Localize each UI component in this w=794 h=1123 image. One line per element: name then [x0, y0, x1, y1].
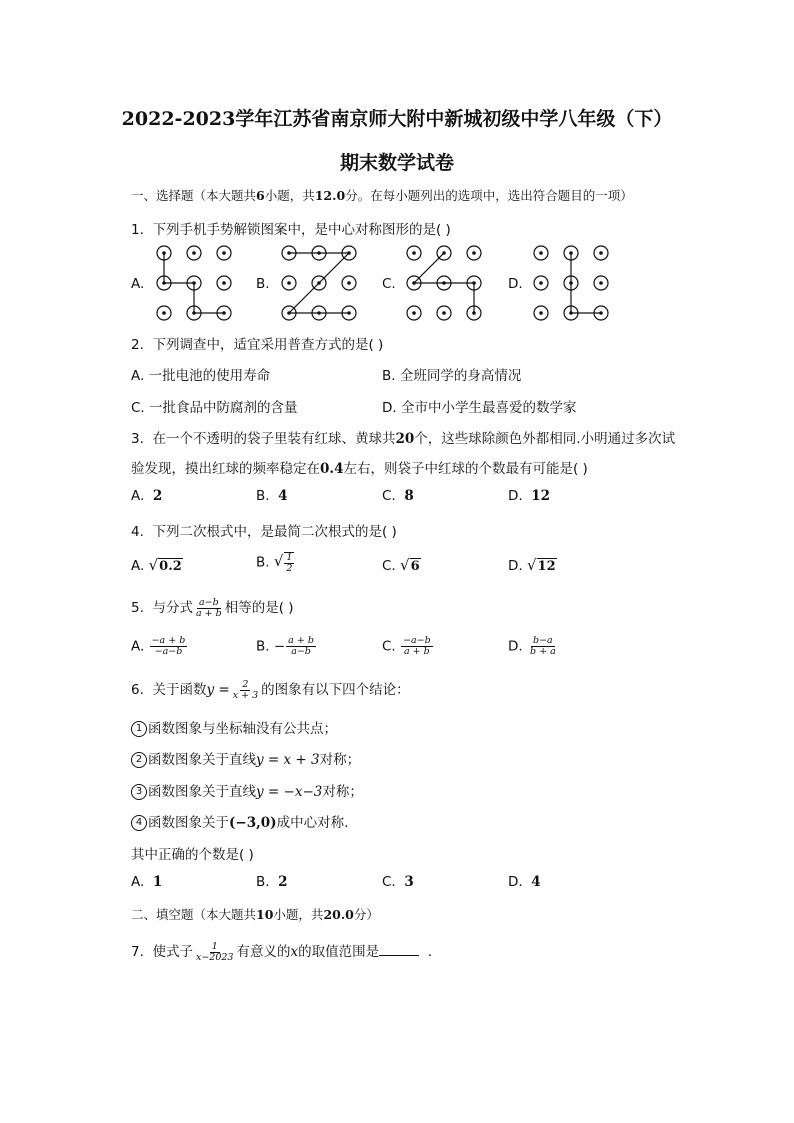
q6-option-b: B. 2: [256, 874, 288, 890]
exam-title-line1: 2022-2023学年江苏省南京师大附中新城初级中学八年级（下）: [121, 108, 673, 130]
q5-option-a: A. $\frac{-a + b}{-a-b}$: [131, 635, 186, 657]
question-5: 5. 与分式 $\frac{a-b}{a + b}$ 相等的是( ): [131, 596, 294, 619]
q4-option-d: D. √12: [508, 556, 556, 574]
q5-option-b: B. − $\frac{a + b}{a-b}$: [256, 635, 314, 657]
q2-option-a: A. 一批电池的使用寿命: [131, 368, 271, 384]
pattern-d: [527, 240, 617, 326]
pattern-d-path: [571, 253, 601, 313]
q5-option-c: C. $\frac{-a-b}{a + b}$: [382, 635, 431, 657]
q1-label-b: B.: [256, 276, 270, 292]
question-4: 4. 下列二次根式中，是最简二次根式的是( ): [131, 524, 397, 540]
exam-title-line2: 期末数学试卷: [339, 152, 454, 174]
q2-option-d: D. 全市中小学生最喜爱的数学家: [382, 400, 577, 416]
q3-option-d: D. 12: [508, 488, 551, 504]
question-2: 2. 下列调查中，适宜采用普查方式的是( ): [131, 337, 384, 353]
q2-option-c: C. 一批食品中防腐剂的含量: [131, 400, 298, 416]
question-3-line2: 验发现，摸出红球的频率稳定在0.4左右，则袋子中红球的个数最有可能是( ): [131, 461, 588, 477]
q1-label-c: C.: [382, 276, 396, 292]
q5-option-d: D. $\frac{b-a}{b + a}$: [508, 635, 556, 657]
q6-ask: 其中正确的个数是( ): [131, 847, 254, 863]
q7-answer-blank[interactable]: [379, 943, 419, 956]
q4-option-b: B. √ $\frac{1}{2}$: [256, 552, 293, 574]
q6-conclusion-1: 1 函数图象与坐标轴没有公共点；: [131, 717, 337, 737]
q6-option-c: C. 3: [382, 874, 414, 890]
q3-option-c: C. 8: [382, 488, 414, 504]
section2-heading: 二、填空题（本大题共10小题，共20.0分）: [131, 907, 379, 922]
pattern-a: [150, 240, 240, 326]
question-7: 7. 使式子 $\frac{1}{x-2023}$ 有意义的x的取值范围是 .: [131, 940, 432, 963]
question-1: 1. 下列手机手势解锁图案中，是中心对称图形的是( ): [131, 222, 451, 238]
q2-option-b: B. 全班同学的身高情况: [382, 368, 522, 384]
q4-option-a: A. √0.2: [131, 556, 182, 574]
q6-option-a: A. 1: [131, 874, 163, 890]
pattern-c: [400, 240, 490, 326]
q4-option-c: C. √6: [382, 556, 420, 574]
pattern-b: [275, 240, 365, 326]
q3-option-a: A. 2: [131, 488, 163, 504]
q6-conclusion-3: 3 函数图象关于直线y = −x−3对称；: [131, 780, 363, 800]
q1-label-d: D.: [508, 276, 523, 292]
section1-heading: 一、选择题（本大题共6小题，共12.0分。在每小题列出的选项中，选出符合题目的一项）: [131, 188, 633, 203]
question-3-line1: 3. 在一个不透明的袋子里装有红球、黄球共20个，这些球除颜色外都相同.小明通过多次试: [131, 431, 676, 447]
q6-conclusion-2: 2 函数图象关于直线y = x + 3对称；: [131, 748, 360, 768]
q1-label-a: A.: [131, 276, 145, 292]
q6-option-d: D. 4: [508, 874, 541, 890]
q3-option-b: B. 4: [256, 488, 288, 504]
question-6: 6. 关于函数y = $\frac{2}{x + 3}$ 的图象有以下四个结论：: [131, 678, 410, 701]
q6-conclusion-4: 4 函数图象关于(−3,0)成中心对称.: [131, 811, 348, 831]
